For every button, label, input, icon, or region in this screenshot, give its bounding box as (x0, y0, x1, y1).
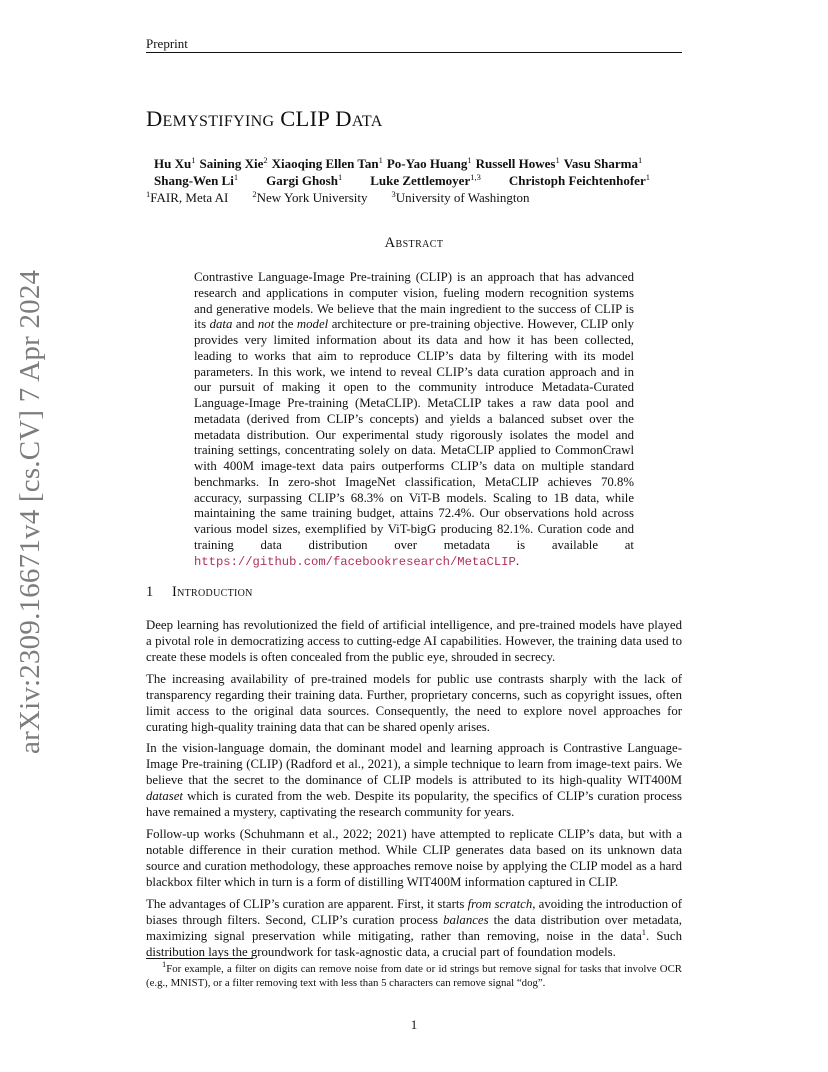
author-name: Vasu Sharma (563, 156, 639, 171)
page-number: 1 (410, 1017, 418, 1032)
code-link[interactable]: https://github.com/facebookresearch/MetaCLIP (194, 554, 516, 569)
header-rule (146, 52, 682, 53)
emphasis: from scratch (467, 897, 533, 911)
affiliation-mark: 1 (337, 172, 343, 182)
author-name: Christoph Feichtenhofer (508, 173, 646, 188)
author-name: Gargi Ghosh (266, 173, 338, 188)
affiliation-mark: 2 (252, 189, 257, 199)
affiliation-mark: 1 (555, 155, 560, 165)
author-block (146, 155, 694, 206)
author-name: Luke Zettlemoyer (370, 173, 471, 188)
paragraph: The advantages of CLIP’s curation are apparent. First, it starts from scratch, avoiding the introduction of biases through filters. Second, CLIP’s curation process balances the data distribution over metadata, maximizing signal preservation while mitigating, rather than removing, noise in the data$^1$. Such distribution lays the groundwork for task-agnostic data, a crucial part of foundation models. (146, 897, 683, 959)
footnote-mark: 1 (162, 959, 167, 969)
abstract-heading: Abstract (384, 235, 444, 251)
affiliation-mark: 1 (378, 155, 383, 165)
affiliation-mark: 1,3 (470, 172, 481, 182)
paper-title: Demystifying CLIP Data (146, 106, 383, 131)
paragraph: In the vision-language domain, the dominant model and learning approach is Contrastive Language-Image Pre-training (CLIP) (Radford et al., 2021), a simple technique to learn from image-text pairs. We believe that the secret to the dominance of CLIP models is attributed to its high-quality WIT400M dataset which is curated from the web. Despite its popularity, the specifics of CLIP’s curation process have remained a mystery, captivating the research community for years. (146, 741, 682, 819)
paragraph: Follow-up works (Schuhmann et al., 2022; 2021) have attempted to replicate CLIP’s data, but with a notable difference in their curation method. While CLIP generates data based on its unknown data source and curation methodology, these approaches remove noise by applying the CLIP model as a hard blackbox filter which in turn is a form of distilling WIT400M information captured in CLIP. (146, 827, 682, 889)
affiliation-mark: 1 (467, 155, 472, 165)
author-name: Russell Howes (475, 156, 556, 171)
author-name: Xiaoqing Ellen Tan (271, 156, 379, 171)
author-name: Saining Xie (199, 156, 264, 171)
author-name: Hu Xu (154, 156, 192, 171)
emphasis: model (296, 317, 329, 332)
footnote: $^1$For example, a filter on digits can remove noise from date or id strings but remove signal for tasks that involve OCR (e.g., MNIST), or a filter removing text with less than 5 characters can remove signal “dog”. (146, 959, 682, 989)
affiliation-mark: 1 (146, 189, 151, 199)
author-name: Shang-Wen Li (154, 173, 234, 188)
footnote-ref[interactable]: 1 (641, 926, 647, 937)
paragraph: Deep learning has revolutionized the field of artificial intelligence, and pre-trained models have played a pivotal role in democratizing access to cutting-edge AI capabilities. However, the training data used to create these models is often concealed from the public eye, shrouded in secrecy. (146, 618, 682, 664)
running-head: Preprint (146, 36, 188, 51)
arxiv-identifier: arXiv:2309.16671v4 [cs.CV] 7 Apr 2024 (14, 269, 46, 754)
affiliation-mark: 2 (263, 155, 268, 165)
abstract-text: Contrastive Language-Image Pre-training (CLIP) is an approach that has advanced research and applications in computer vision, fueling modern recognition systems and generative models. We believe that the main ingredient to the success of CLIP is its data and not the model architecture or pre-training objective. However, CLIP only provides very limited information about its data and how it has been collected, leading to works that aim to reproduce CLIP’s data by filtering with its model parameters. In this work, we intend to reveal CLIP’s data curation approach and in our pursuit of making it open to the community introduce Metadata-Curated Language-Image Pre-training (MetaCLIP). MetaCLIP takes a raw data pool and metadata (derived from CLIP’s concepts) and yields a balanced subset over the metadata distribution. Our experimental study rigorously isolates the model and training settings, concentrating solely on data. MetaCLIP applied to CommonCrawl with 400M image-text data pairs outperforms CLIP’s data on multiple standard benchmarks. In zero-shot ImageNet classification, MetaCLIP achieves 70.8% accuracy, surpassing CLIP’s 68.3% on ViT-B models. Scaling to 1B data, while maintaining the same training budget, attains 72.4%. Our observations hold across various model sizes, exemplified by ViT-bigG producing 82.1%. Curation code and training data distribution over metadata is available at https://github.com/facebookresearch/MetaCLIP. (194, 270, 634, 569)
affiliation: New York University (256, 190, 368, 205)
author-row-2 (154, 172, 694, 189)
affiliation-mark: 1 (233, 172, 239, 182)
affiliation-mark: 1 (645, 172, 650, 182)
affiliation-mark: 3 (391, 189, 396, 199)
emphasis: dataset (146, 788, 183, 803)
section-title: Introduction (172, 584, 253, 600)
author-row-1 (154, 155, 694, 172)
affiliation-row (146, 189, 694, 206)
affiliation: FAIR, Meta AI (150, 190, 229, 205)
emphasis: balances (443, 912, 489, 927)
emphasis: not (257, 317, 275, 332)
affiliation-mark: 1 (191, 155, 196, 165)
arxiv-sidebar (10, 269, 50, 754)
author-name: Po-Yao Huang (386, 156, 468, 171)
section-heading (146, 584, 253, 601)
emphasis: data (209, 317, 233, 332)
affiliation: University of Washington (395, 190, 530, 205)
affiliation-mark: 1 (638, 155, 643, 165)
section-number: 1 (146, 584, 154, 600)
paragraph: The increasing availability of pre-trained models for public use contrasts sharply with the lack of transparency regarding their training data. Further, proprietary concerns, such as copyright issues, often limit access to the original data sources. Consequently, the need to explore novel approaches for curating high-quality training data that can be shared openly arises. (146, 672, 682, 734)
